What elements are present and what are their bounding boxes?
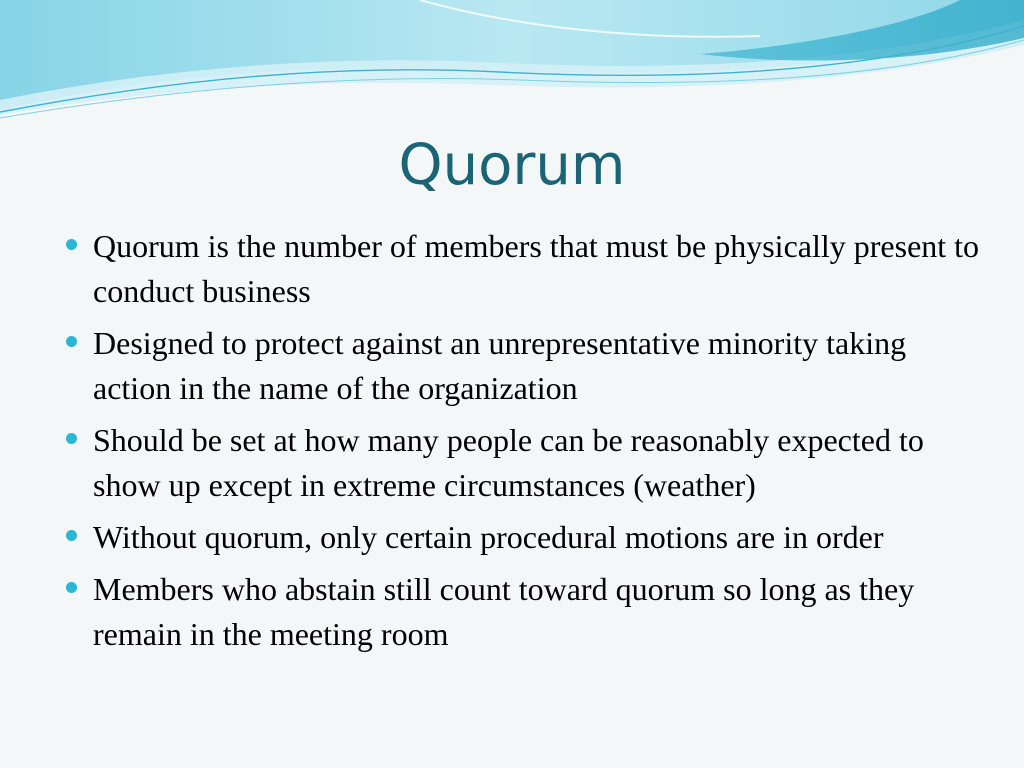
bullet-text: Quorum is the number of members that must be physically present to conduct business (93, 228, 980, 309)
bullet-text: Members who abstain still count toward quorum so long as they remain in the meeting room (93, 571, 915, 652)
round-bullet-icon (66, 239, 77, 250)
bullet-text: Without quorum, only certain procedural motions are in order (93, 519, 884, 555)
round-bullet-icon (66, 582, 77, 593)
header-wave-decoration (0, 0, 1024, 130)
list-item (60, 515, 980, 560)
round-bullet-icon (66, 433, 77, 444)
bullet-list (60, 224, 980, 664)
round-bullet-icon (66, 336, 77, 347)
list-item (60, 321, 980, 411)
list-item (60, 224, 980, 314)
list-item (60, 567, 980, 657)
list-item (60, 418, 980, 508)
bullet-text: Designed to protect against an unrepresentative minority taking action in the name of the organization (93, 325, 907, 406)
bullet-text: Should be set at how many people can be reasonably expected to show up except in extreme circumstances (weather) (93, 422, 924, 503)
round-bullet-icon (66, 530, 77, 541)
slide-title: Quorum (398, 133, 626, 198)
